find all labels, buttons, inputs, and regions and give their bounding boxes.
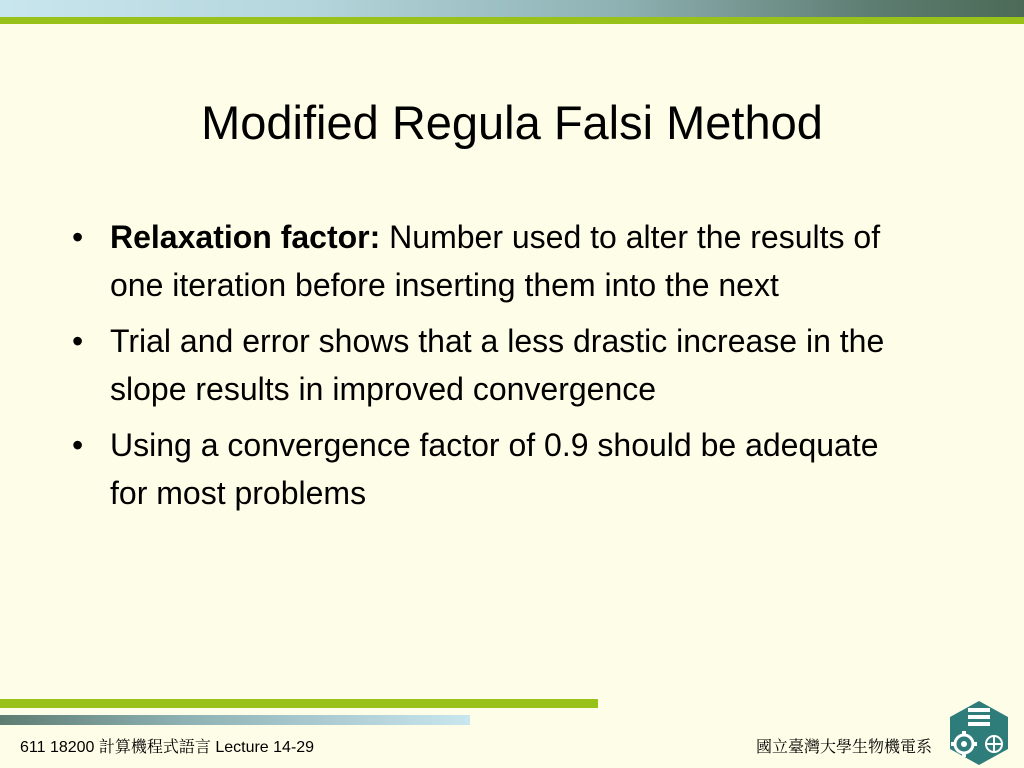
bullet-text: Trial and error shows that a less drastic increase in the slope results in improved convergence [110, 323, 885, 407]
bullet-text: Number used to alter the results of one iteration before inserting them into the next [110, 219, 881, 303]
slide-title: Modified Regula Falsi Method [201, 96, 823, 149]
bullet-list [70, 213, 910, 525]
bullet-text: Using a convergence factor of 0.9 should be adequate for most problems [110, 427, 879, 511]
footer-department-label: 國立臺灣大學生物機電系 [755, 737, 932, 756]
bullet-dot-icon: • [72, 219, 84, 255]
bullet-item [70, 317, 910, 413]
bullet-dot-icon: • [72, 323, 84, 359]
bullet-dot-icon: • [72, 427, 84, 463]
bullet-item [70, 421, 910, 517]
bullet-item [70, 213, 910, 309]
top-accent-bar [0, 17, 1024, 24]
bullet-term: Relaxation factor: [110, 219, 381, 255]
bottom-decor-bar [0, 715, 470, 725]
bottom-accent-bar [0, 699, 598, 708]
department-logo-icon [946, 700, 1012, 766]
top-decor-bar [0, 0, 1024, 17]
footer-course-label: 611 18200 計算機程式語言 Lecture 14-29 [20, 739, 315, 756]
